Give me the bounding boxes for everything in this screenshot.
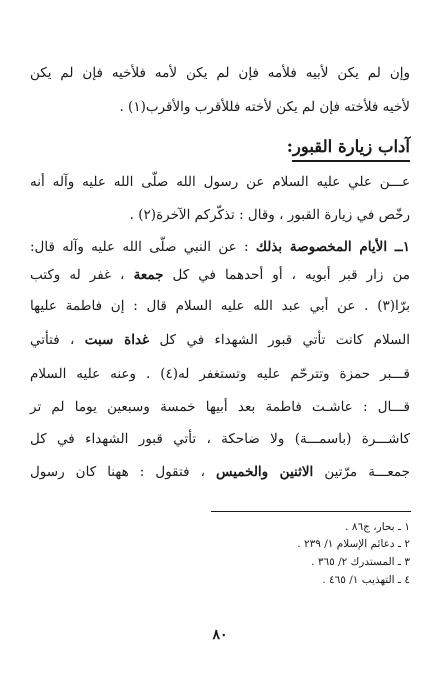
body-line: عـــن علي عليه السلام عن رسول الله صلّى الله عليه وآله أنه (30, 174, 410, 190)
body-text: من زار قبر أبويه ، أو أحدهما في كل (163, 267, 410, 283)
body-text: ، غفر له وكتب (30, 267, 134, 283)
body-text: : عن النبي صلّى الله عليه وآله قال: (30, 239, 256, 255)
footnote: ٤ ـ التهذيب ١/ ٤٦٥ . (322, 574, 410, 586)
body-line: لأخيه فلأخته فإن لم يكن لأخته فللأقرب والأقرب(١) . (119, 99, 410, 115)
body-line: برّا(٣) . عن أبي عبد الله عليه السلام قال : إن فاطمة عليها (30, 298, 410, 314)
body-line: قـــال : عاشـت فاطمة بعد أبيها خمسة وسبعين يوما لم تر (30, 399, 410, 415)
body-line: كاشـــرة (باسمـــة) ولا ضاحكة ، تأتي قبور الشهداء في كل (30, 431, 410, 447)
body-text: ، فتقول : ههنا كان رسول (30, 464, 217, 480)
body-text: جمعـــة مرّتين (313, 464, 410, 480)
footnote: ١ ـ بحار، ج٨٦ . (345, 521, 410, 533)
footnote: ٣ ـ المستدرك ٢/ ٣٦٥ . (311, 556, 410, 568)
section-heading: آداب زيارة القبور: (286, 137, 410, 156)
body-text: السلام كانت تأتي قبور الشهداء في كل (149, 332, 410, 348)
page-number: ٨٠ (212, 627, 228, 643)
body-line-with-bold (30, 330, 410, 350)
footnote-divider (211, 511, 411, 512)
body-line-with-bold (30, 265, 410, 285)
body-line: قـــبر حمزة وتترحّم عليه وتستغفر له(٤) . وعنه عليه السلام (30, 366, 410, 382)
bold-term-friday: جمعة (133, 267, 164, 283)
bold-term-saturday: غداة سبت (84, 332, 150, 348)
body-text: ، فتأتي (30, 332, 85, 348)
body-line: رخّص في زيارة القبور ، وقال : تذكّركم الآخرة(٢) . (129, 207, 410, 223)
heading-underline (292, 160, 410, 162)
body-line-with-bold (30, 237, 410, 257)
body-line: وإن لم يكن لأبيه فلأمه فإن لم يكن لأمه فلأخيه فإن لم يكن (30, 65, 410, 81)
footnote: ٢ ـ دعائم الإسلام ١/ ٢٣٩ . (297, 538, 410, 550)
bold-term-days: الاثنين والخميس (216, 464, 314, 480)
body-line-with-bold (30, 462, 410, 482)
subsection-title: ١ــ الأيام المخصوصة بذلك (255, 239, 410, 255)
